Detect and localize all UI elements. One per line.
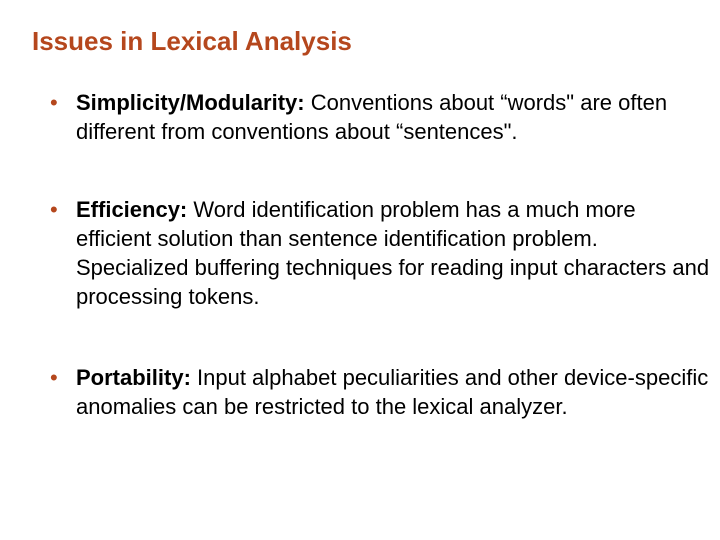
bullet-item-portability xyxy=(50,363,710,421)
bullet-icon: • xyxy=(50,90,58,115)
bullet-term: Efficiency: xyxy=(76,197,188,222)
bullet-text xyxy=(76,195,710,311)
bullet-text xyxy=(76,88,710,146)
bullet-text xyxy=(76,363,710,421)
bullet-item-simplicity xyxy=(50,88,710,146)
bullet-icon: • xyxy=(50,197,58,222)
slide-title: Issues in Lexical Analysis xyxy=(32,26,352,56)
bullet-description: Word identification problem has a much more efficient solution than sentence identification problem. Specialized buffering techniques for reading input characters and processing tokens. xyxy=(76,197,710,309)
bullet-icon: • xyxy=(50,365,58,390)
bullet-term: Simplicity/Modularity: xyxy=(76,90,305,115)
bullet-description: Input alphabet peculiarities and other device-specific anomalies can be restricted to the lexical analyzer. xyxy=(76,365,709,419)
bullet-item-efficiency xyxy=(50,195,710,311)
bullet-term: Portability: xyxy=(76,365,191,390)
bullet-description: Conventions about “words" are often different from conventions about “sentences". xyxy=(76,90,668,144)
